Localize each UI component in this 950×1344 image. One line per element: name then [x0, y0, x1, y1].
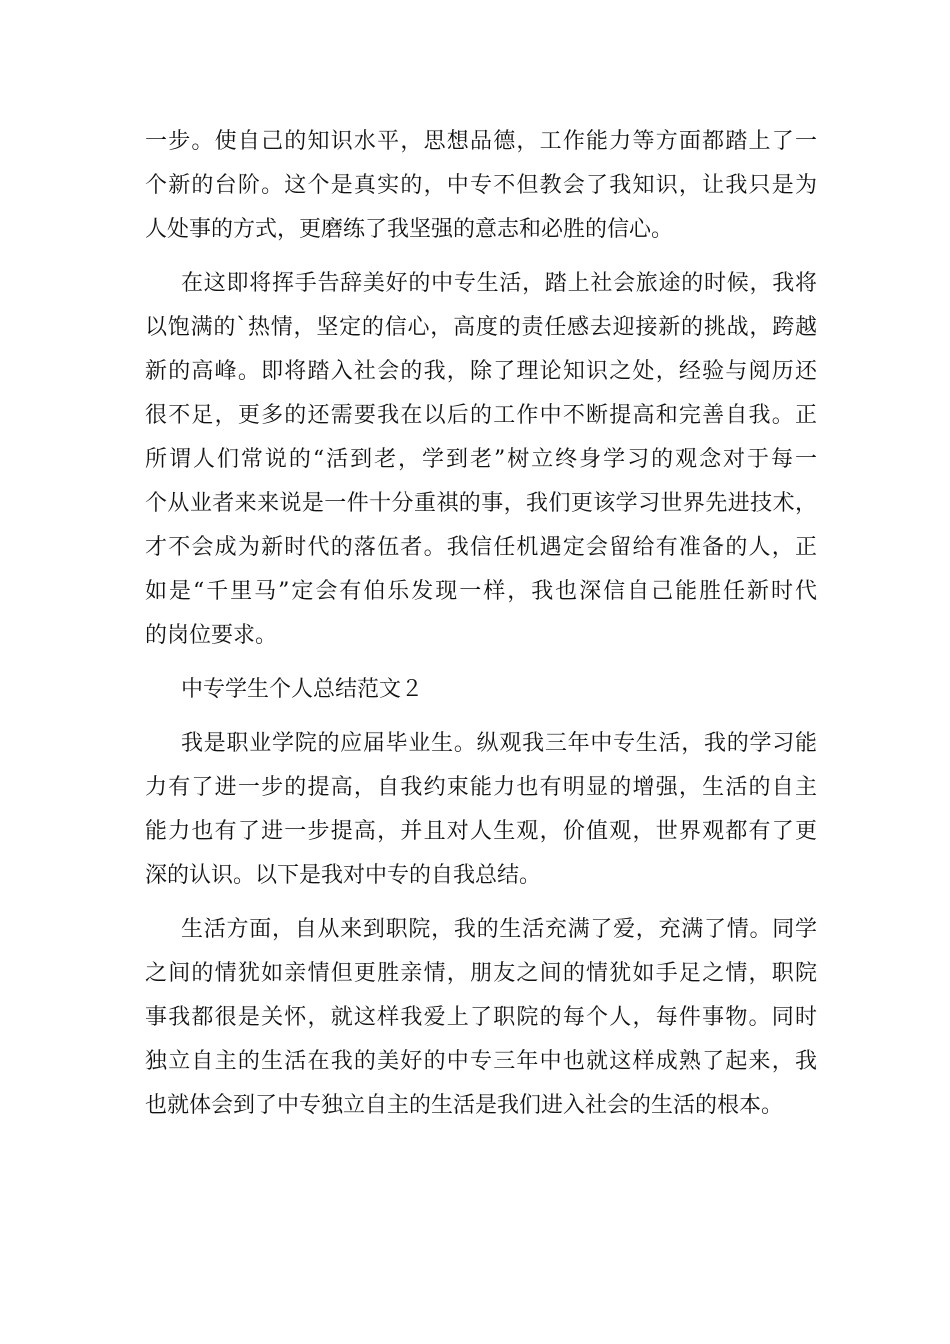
text-line: 之间的情犹如亲情但更胜亲情，朋友之间的情犹如手足之情，职院 — [145, 961, 817, 986]
text-line: 的岗位要求。 — [145, 623, 278, 648]
paragraph-continuation — [145, 120, 817, 252]
text-line: 个新的台阶。这个是真实的，中专不但教会了我知识，让我只是为 — [145, 173, 817, 198]
text-line: 独立自主的生活在我的美好的中专三年中也就这样成熟了起来，我 — [145, 1049, 817, 1074]
text-line: 生活方面，自从来到职院，我的生活充满了爱，充满了情。同学 — [181, 917, 817, 942]
text-line: 才不会成为新时代的落伍者。我信任机遇定会留给有准备的人，正 — [145, 535, 817, 560]
text-line: 新的高峰。即将踏入社会的我，除了理论知识之处，经验与阅历还 — [145, 359, 817, 384]
text-line: 所谓人们常说的“活到老，学到老”树立终身学习的观念对于每一 — [145, 447, 817, 472]
paragraph — [145, 262, 817, 658]
document-body — [145, 120, 817, 1128]
section-heading — [145, 668, 817, 712]
text-line: 很不足，更多的还需要我在以后的工作中不断提高和完善自我。正 — [145, 403, 817, 428]
text-line: 一步。使自己的知识水平，思想品德，工作能力等方面都踏上了一 — [145, 129, 817, 154]
text-line: 个从业者来来说是一件十分重祺的事，我们更该学习世界先进技术， — [145, 491, 817, 516]
text-line: 我是职业学院的应届毕业生。纵观我三年中专生活，我的学习能 — [181, 731, 817, 756]
text-line: 在这即将挥手告辞美好的中专生活，踏上社会旅途的时候，我将 — [181, 271, 817, 296]
text-line: 以饱满的`热情，坚定的信心，高度的责任感去迎接新的挑战，跨越 — [145, 315, 817, 340]
heading-text: 中专学生个人总结范文２ — [181, 677, 424, 702]
text-line: 力有了进一步的提高，自我约束能力也有明显的增强，生活的自主 — [145, 775, 817, 800]
text-line: 也就体会到了中专独立自主的生活是我们进入社会的生活的根本。 — [145, 1093, 784, 1118]
text-line: 人处事的方式，更磨练了我坚强的意志和必胜的信心。 — [145, 217, 674, 242]
paragraph — [145, 722, 817, 898]
text-line: 能力也有了进一步提高，并且对人生观，价值观，世界观都有了更 — [145, 819, 817, 844]
text-line: 事我都很是关怀，就这样我爱上了职院的每个人，每件事物。同时 — [145, 1005, 817, 1030]
text-line: 如是“千里马”定会有伯乐发现一样，我也深信自己能胜任新时代 — [145, 579, 817, 604]
text-line: 深的认识。以下是我对中专的自我总结。 — [145, 863, 542, 888]
paragraph — [145, 908, 817, 1128]
